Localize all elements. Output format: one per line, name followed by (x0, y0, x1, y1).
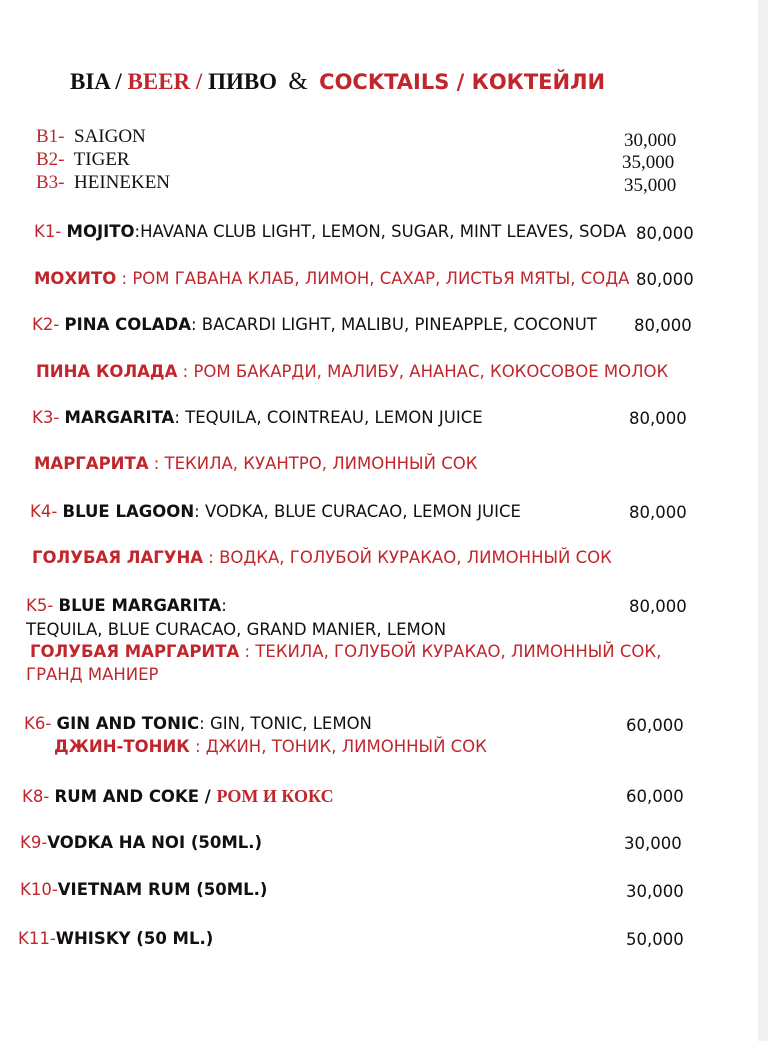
cocktail-ru-price: 80,000 (636, 270, 694, 289)
cocktail-ru-name: ГОЛУБАЯ МАРГАРИТА (30, 642, 240, 661)
beer-code: B2- (36, 149, 65, 170)
cocktail-ru-ingredients: : РОМ БАКАРДИ, МАЛИБУ, АНАНАС, КОКОСОВОЕ МОЛОК (177, 362, 669, 381)
cocktail-ru-name: ГОЛУБАЯ ЛАГУНА (32, 548, 204, 567)
title-beer: BEER / (121, 69, 203, 94)
cocktail-ingredients: : BACARDI LIGHT, MALIBU, PINEAPPLE, COCONUT (190, 315, 597, 334)
cocktail-code: K6- (24, 714, 52, 733)
cocktail-row-gin-tonic (24, 714, 372, 733)
cocktail-ru-row-mojito (34, 269, 629, 288)
cocktail-name: RUM AND COKE / (54, 787, 217, 806)
cocktail-ru-row-blue-lagoon (32, 548, 612, 567)
beer-price: 35,000 (622, 152, 675, 173)
beer-row (36, 126, 146, 148)
cocktail-ingredients: : GIN, TONIC, LEMON (199, 714, 372, 733)
beer-name: HEINEKEN (74, 172, 171, 193)
cocktail-row-vietnam-rum (20, 880, 267, 899)
cocktail-row-blue-lagoon (30, 502, 521, 521)
cocktail-ru-row-margarita (34, 454, 477, 473)
cocktail-row-pina-colada (32, 315, 597, 334)
cocktail-code: K11- (18, 929, 56, 948)
cocktail-ru-name: МАРГАРИТА (34, 454, 149, 473)
beer-code: B1- (36, 126, 65, 147)
cocktail-name: BLUE MARGARITA (58, 596, 222, 615)
cocktail-row-margarita (32, 408, 483, 427)
cocktail-ru-ingredients: : РОМ ГАВАНА КЛАБ, ЛИМОН, САХАР, ЛИСТЬЯ МЯТЫ, СОДА (116, 269, 630, 288)
cocktail-price: 80,000 (636, 224, 694, 243)
cocktail-code: K3- (32, 408, 60, 427)
cocktail-row-rum-coke (22, 786, 334, 807)
cocktail-name: BLUE LAGOON (62, 502, 195, 521)
cocktail-ru-name: РОМ И КОКС (216, 786, 334, 806)
cocktail-ru-ingredients: : ДЖИН, ТОНИК, ЛИМОННЫЙ СОК (189, 737, 487, 756)
cocktail-name: VIETNAM RUM (50ML.) (57, 880, 268, 899)
cocktail-price: 60,000 (626, 787, 684, 806)
cocktail-ru-name: ПИНА КОЛАДА (36, 362, 178, 381)
cocktail-price: 30,000 (624, 834, 682, 853)
cocktail-name: VODKA HA NOI (50ML.) (47, 833, 263, 852)
cocktail-ru-name: МОХИТО (34, 269, 117, 288)
cocktail-ru-name: ДЖИН-ТОНИК (54, 737, 190, 756)
cocktail-row-whisky (18, 929, 213, 948)
cocktail-price: 80,000 (629, 503, 687, 522)
cocktail-price: 80,000 (634, 316, 692, 335)
cocktail-ingredients: TEQUILA, BLUE CURACAO, GRAND MANIER, LEMON (26, 620, 447, 639)
title-cocktails: COCKTAILS / КОКТЕЙЛИ (319, 70, 606, 94)
beer-name: SAIGON (74, 126, 146, 147)
cocktail-price: 50,000 (626, 930, 684, 949)
cocktail-ru-ingredients-line2: ГРАНД МАНИЕР (26, 665, 159, 684)
beer-code: B3- (36, 172, 65, 193)
cocktail-name: MOJITO (66, 222, 135, 241)
cocktail-ru-row-gin-tonic (54, 737, 487, 756)
title-ampersand: & (288, 68, 308, 95)
cocktail-ru-ingredients: : ТЕКИЛА, ГОЛУБОЙ КУРАКАО, ЛИМОННЫЙ СОК, (239, 642, 662, 661)
cocktail-price: 60,000 (626, 716, 684, 735)
cocktail-price: 30,000 (626, 882, 684, 901)
cocktail-row-vodka-ha-noi (20, 833, 262, 852)
cocktail-ingredients: :HAVANA CLUB LIGHT, LEMON, SUGAR, MINT LEAVES, SODA (134, 222, 627, 241)
cocktail-code: K8- (22, 787, 50, 806)
cocktail-ru-row-pina-colada (36, 362, 668, 381)
beer-name: TIGER (73, 149, 130, 170)
title-pivo: ПИВО (202, 69, 278, 94)
cocktail-name: PINA COLADA (64, 315, 191, 334)
beer-row (36, 172, 170, 194)
cocktail-code: K4- (30, 502, 58, 521)
beer-row (36, 149, 130, 171)
cocktail-name: WHISKY (50 ML.) (55, 929, 214, 948)
cocktail-ru-row-blue-margarita (30, 642, 661, 661)
cocktail-row-mojito (34, 222, 626, 241)
beer-price: 30,000 (624, 130, 677, 151)
cocktail-code: K5- (26, 596, 54, 615)
cocktail-price: 80,000 (629, 597, 687, 616)
menu-title (70, 68, 605, 96)
cocktail-code: K9- (20, 833, 48, 852)
cocktail-ru-ingredients: : ВОДКА, ГОЛУБОЙ КУРАКАО, ЛИМОННЫЙ СОК (203, 548, 612, 567)
cocktail-code: K1- (34, 222, 62, 241)
cocktail-name: MARGARITA (64, 408, 175, 427)
cocktail-code: K10- (20, 880, 58, 899)
cocktail-ingredients: : TEQUILA, COINTREAU, LEMON JUICE (174, 408, 483, 427)
cocktail-colon: : (221, 596, 227, 615)
page-edge-shadow (758, 0, 768, 1041)
cocktail-ru-ingredients: : ТЕКИЛА, КУАНТРО, ЛИМОННЫЙ СОК (148, 454, 478, 473)
cocktail-name: GIN AND TONIC (56, 714, 200, 733)
cocktail-code: K2- (32, 315, 60, 334)
cocktail-price: 80,000 (629, 409, 687, 428)
title-bia: BIA / (70, 69, 122, 94)
cocktail-row-blue-margarita (26, 596, 227, 615)
beer-price: 35,000 (624, 175, 677, 196)
cocktail-ingredients: : VODKA, BLUE CURACAO, LEMON JUICE (194, 502, 521, 521)
